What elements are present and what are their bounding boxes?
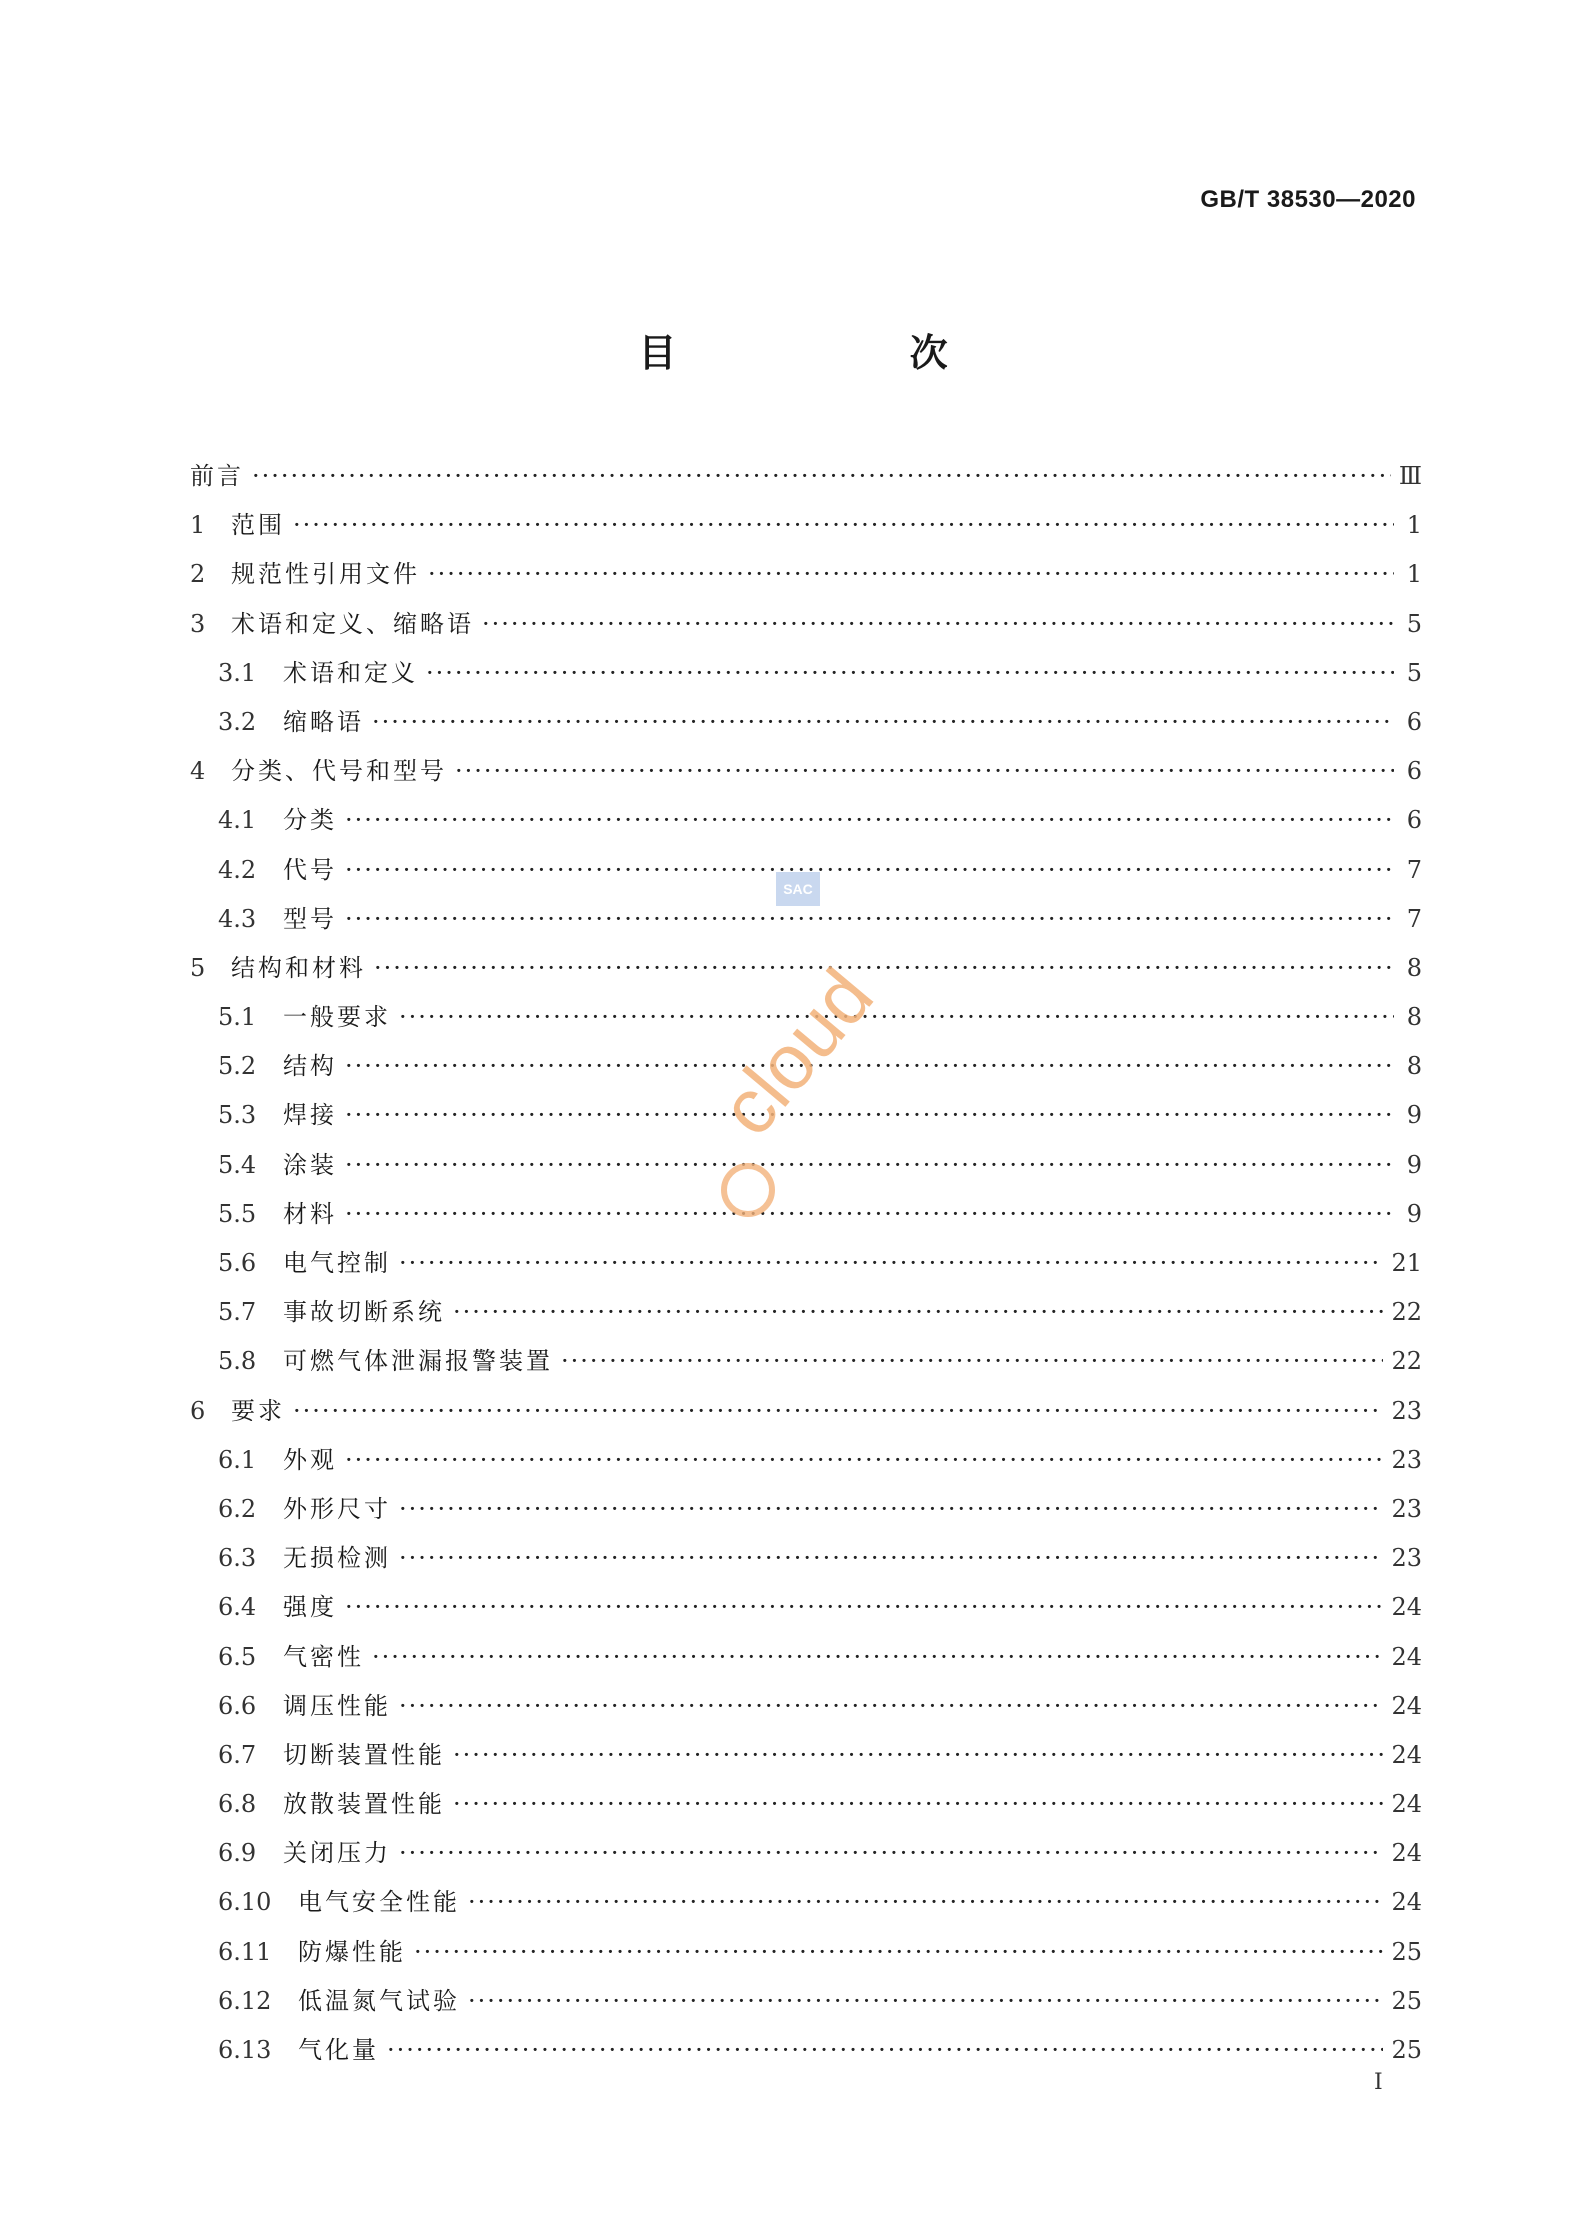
toc-entry-label: 关闭压力 — [283, 1839, 391, 1868]
toc-entry[interactable] — [190, 1780, 1422, 1829]
toc-entry-label: 电气控制 — [283, 1249, 391, 1277]
toc-entry-page: 24 — [1391, 1790, 1422, 1819]
toc-entry-label: 材料 — [283, 1199, 337, 1228]
toc-entry-label: 涂装 — [283, 1150, 337, 1179]
table-of-contents — [190, 452, 1422, 2075]
toc-entry-number: 4.3 — [218, 904, 257, 933]
toc-entry-page: 24 — [1391, 1888, 1422, 1917]
toc-entry-number: 6.5 — [218, 1642, 257, 1671]
toc-entry[interactable] — [190, 1091, 1422, 1140]
toc-entry-label: 结构和材料 — [231, 953, 366, 982]
toc-leader-dots — [345, 895, 1394, 944]
toc-entry[interactable] — [190, 944, 1422, 993]
toc-entry-number: 3 — [190, 609, 206, 638]
toc-leader-dots — [345, 1436, 1383, 1485]
toc-entry-number: 5.2 — [218, 1052, 257, 1081]
toc-entry-number: 5.7 — [218, 1298, 257, 1327]
toc-entry-label: 前言 — [190, 462, 244, 490]
toc-entry-page: 9 — [1406, 1150, 1422, 1179]
toc-leader-dots — [345, 846, 1394, 895]
toc-entry[interactable] — [190, 501, 1422, 550]
toc-leader-dots — [468, 1878, 1383, 1927]
sac-watermark-badge: SAC — [776, 872, 820, 906]
toc-leader-dots — [345, 1042, 1394, 1091]
toc-leader-dots — [453, 1288, 1383, 1337]
toc-entry-number: 6.13 — [218, 2036, 272, 2064]
toc-entry[interactable] — [190, 993, 1422, 1042]
toc-entry-number: 4.1 — [218, 806, 257, 835]
toc-entry-number: 6 — [190, 1396, 206, 1425]
toc-entry-label: 型号 — [283, 904, 337, 933]
toc-entry-label: 规范性引用文件 — [231, 560, 420, 589]
toc-entry-page: 21 — [1391, 1249, 1422, 1277]
toc-entry-page: 23 — [1391, 1544, 1422, 1573]
toc-entry-number: 1 — [190, 511, 206, 540]
toc-entry-number: 6.8 — [218, 1790, 257, 1819]
toc-leader-dots — [455, 747, 1394, 796]
toc-entry-label: 缩略语 — [283, 707, 364, 736]
toc-entry-number: 2 — [190, 560, 206, 589]
toc-entry[interactable] — [190, 1829, 1422, 1878]
toc-entry-label: 外形尺寸 — [283, 1494, 391, 1523]
toc-entry-page: 24 — [1391, 1691, 1422, 1720]
toc-entry-label: 要求 — [231, 1396, 285, 1425]
toc-entry-page: Ⅲ — [1398, 462, 1422, 490]
toc-entry-number: 6.3 — [218, 1544, 257, 1573]
toc-entry[interactable] — [190, 698, 1422, 747]
toc-entry-label: 分类、代号和型号 — [231, 757, 447, 786]
toc-entry-page: 6 — [1406, 806, 1422, 835]
toc-entry[interactable] — [190, 1682, 1422, 1731]
toc-entry[interactable] — [190, 1731, 1422, 1780]
toc-entry-page: 1 — [1406, 511, 1422, 540]
toc-leader-dots — [428, 550, 1394, 599]
toc-leader-dots — [453, 1731, 1383, 1780]
toc-leader-dots — [453, 1780, 1383, 1829]
toc-entry[interactable] — [190, 1583, 1422, 1632]
page-title: 目 次 — [638, 331, 1058, 375]
toc-entry[interactable] — [190, 1337, 1422, 1386]
toc-entry-page: 25 — [1391, 1937, 1422, 1966]
toc-entry[interactable] — [190, 747, 1422, 796]
toc-entry[interactable] — [190, 1928, 1422, 1977]
toc-entry[interactable] — [190, 1190, 1422, 1239]
toc-entry-number: 6.9 — [218, 1839, 257, 1868]
toc-entry-label: 代号 — [283, 855, 337, 884]
toc-entry-label: 无损检测 — [283, 1544, 391, 1573]
toc-entry-page: 22 — [1391, 1298, 1422, 1327]
toc-entry-label: 气化量 — [298, 2036, 379, 2064]
toc-leader-dots — [293, 1387, 1383, 1436]
toc-entry-number: 6.6 — [218, 1691, 257, 1720]
toc-entry[interactable] — [190, 1387, 1422, 1436]
toc-entry-page: 8 — [1406, 1003, 1422, 1032]
toc-entry[interactable] — [190, 1878, 1422, 1927]
toc-entry-label: 放散装置性能 — [283, 1790, 445, 1819]
toc-entry-page: 1 — [1406, 560, 1422, 589]
document-code: GB/T 38530—2020 — [1200, 186, 1416, 213]
toc-leader-dots — [482, 600, 1394, 649]
toc-entry-page: 8 — [1406, 1052, 1422, 1081]
toc-entry-number: 4.2 — [218, 855, 257, 884]
toc-entry-page: 7 — [1406, 855, 1422, 884]
toc-entry-label: 强度 — [283, 1593, 337, 1622]
toc-entry-page: 24 — [1391, 1593, 1422, 1622]
toc-entry-number: 6.1 — [218, 1445, 257, 1474]
toc-entry[interactable] — [190, 1436, 1422, 1485]
toc-entry-label: 气密性 — [283, 1642, 364, 1671]
toc-leader-dots — [345, 1091, 1394, 1140]
toc-entry-label: 调压性能 — [283, 1691, 391, 1720]
toc-entry-page: 5 — [1406, 658, 1422, 687]
toc-leader-dots — [399, 1682, 1383, 1731]
toc-leader-dots — [345, 796, 1394, 845]
toc-leader-dots — [399, 1239, 1383, 1288]
toc-leader-dots — [414, 1928, 1383, 1977]
toc-entry-page: 24 — [1391, 1740, 1422, 1769]
toc-entry-label: 低温氮气试验 — [298, 1986, 460, 2015]
toc-entry-number: 5.3 — [218, 1101, 257, 1130]
toc-entry-page: 23 — [1391, 1445, 1422, 1474]
toc-entry[interactable] — [190, 550, 1422, 599]
toc-entry-page: 6 — [1406, 757, 1422, 786]
toc-entry[interactable] — [190, 1239, 1422, 1288]
toc-entry[interactable] — [190, 600, 1422, 649]
toc-entry-number: 6.10 — [218, 1888, 272, 1917]
toc-entry-label: 范围 — [231, 511, 285, 540]
toc-entry[interactable] — [190, 1977, 1422, 2026]
toc-entry-label: 焊接 — [283, 1101, 337, 1130]
page-number: I — [1374, 2070, 1383, 2095]
toc-entry-page: 8 — [1406, 953, 1422, 982]
toc-entry-page: 24 — [1391, 1642, 1422, 1671]
toc-entry[interactable] — [190, 796, 1422, 845]
toc-leader-dots — [561, 1337, 1383, 1386]
toc-entry[interactable] — [190, 649, 1422, 698]
toc-entry[interactable] — [190, 2026, 1422, 2075]
toc-leader-dots — [345, 1190, 1394, 1239]
toc-leader-dots — [399, 1829, 1383, 1878]
toc-entry-label: 一般要求 — [283, 1003, 391, 1032]
toc-entry-number: 3.1 — [218, 658, 257, 687]
toc-entry-page: 7 — [1406, 904, 1422, 933]
toc-entry-page: 9 — [1406, 1199, 1422, 1228]
toc-leader-dots — [293, 501, 1394, 550]
toc-leader-dots — [372, 698, 1394, 747]
toc-leader-dots — [252, 452, 1391, 501]
toc-entry-number: 5.4 — [218, 1150, 257, 1179]
toc-entry-number: 5 — [190, 953, 206, 982]
toc-leader-dots — [399, 1534, 1383, 1583]
toc-entry[interactable] — [190, 1633, 1422, 1682]
toc-entry-page: 23 — [1391, 1396, 1422, 1425]
toc-entry-number: 5.1 — [218, 1003, 257, 1032]
toc-entry-page: 25 — [1391, 2036, 1422, 2064]
toc-entry-page: 5 — [1406, 609, 1422, 638]
toc-leader-dots — [372, 1633, 1383, 1682]
toc-leader-dots — [426, 649, 1394, 698]
toc-leader-dots — [399, 1485, 1383, 1534]
toc-entry[interactable] — [190, 1288, 1422, 1337]
toc-entry-page: 24 — [1391, 1839, 1422, 1868]
toc-entry-number: 5.5 — [218, 1199, 257, 1228]
toc-entry-label: 结构 — [283, 1052, 337, 1081]
toc-entry-number: 6.11 — [218, 1937, 272, 1966]
toc-entry-page: 9 — [1406, 1101, 1422, 1130]
toc-leader-dots — [374, 944, 1394, 993]
toc-entry-page: 23 — [1391, 1494, 1422, 1523]
toc-entry-label: 术语和定义 — [283, 658, 418, 687]
toc-entry-page: 25 — [1391, 1986, 1422, 2015]
toc-entry-number: 4 — [190, 757, 206, 786]
toc-entry-label: 事故切断系统 — [283, 1298, 445, 1327]
toc-leader-dots — [399, 993, 1394, 1042]
toc-entry-page: 22 — [1391, 1347, 1422, 1376]
toc-entry-label: 外观 — [283, 1445, 337, 1474]
toc-entry[interactable] — [190, 1141, 1422, 1190]
toc-entry-number: 6.4 — [218, 1593, 257, 1622]
toc-entry[interactable] — [190, 1485, 1422, 1534]
toc-entry-label: 切断装置性能 — [283, 1740, 445, 1769]
toc-entry-number: 3.2 — [218, 707, 257, 736]
toc-entry-label: 防爆性能 — [298, 1937, 406, 1966]
toc-entry-page: 6 — [1406, 707, 1422, 736]
toc-entry-label: 术语和定义、缩略语 — [231, 609, 474, 638]
toc-entry-number: 6.2 — [218, 1494, 257, 1523]
toc-entry[interactable] — [190, 1042, 1422, 1091]
toc-leader-dots — [345, 1583, 1383, 1632]
toc-entry-number: 6.7 — [218, 1740, 257, 1769]
cloud-watermark-text: cloud — [702, 952, 890, 1152]
toc-entry[interactable] — [190, 452, 1422, 501]
toc-leader-dots — [387, 2026, 1383, 2075]
toc-entry-number: 5.6 — [218, 1249, 257, 1277]
toc-leader-dots — [468, 1977, 1383, 2026]
toc-entry-label: 可燃气体泄漏报警装置 — [283, 1347, 553, 1376]
toc-entry-label: 分类 — [283, 806, 337, 835]
toc-entry-label: 电气安全性能 — [298, 1888, 460, 1917]
toc-entry[interactable] — [190, 1534, 1422, 1583]
toc-leader-dots — [345, 1141, 1394, 1190]
toc-entry-number: 5.8 — [218, 1347, 257, 1376]
toc-entry-number: 6.12 — [218, 1986, 272, 2015]
